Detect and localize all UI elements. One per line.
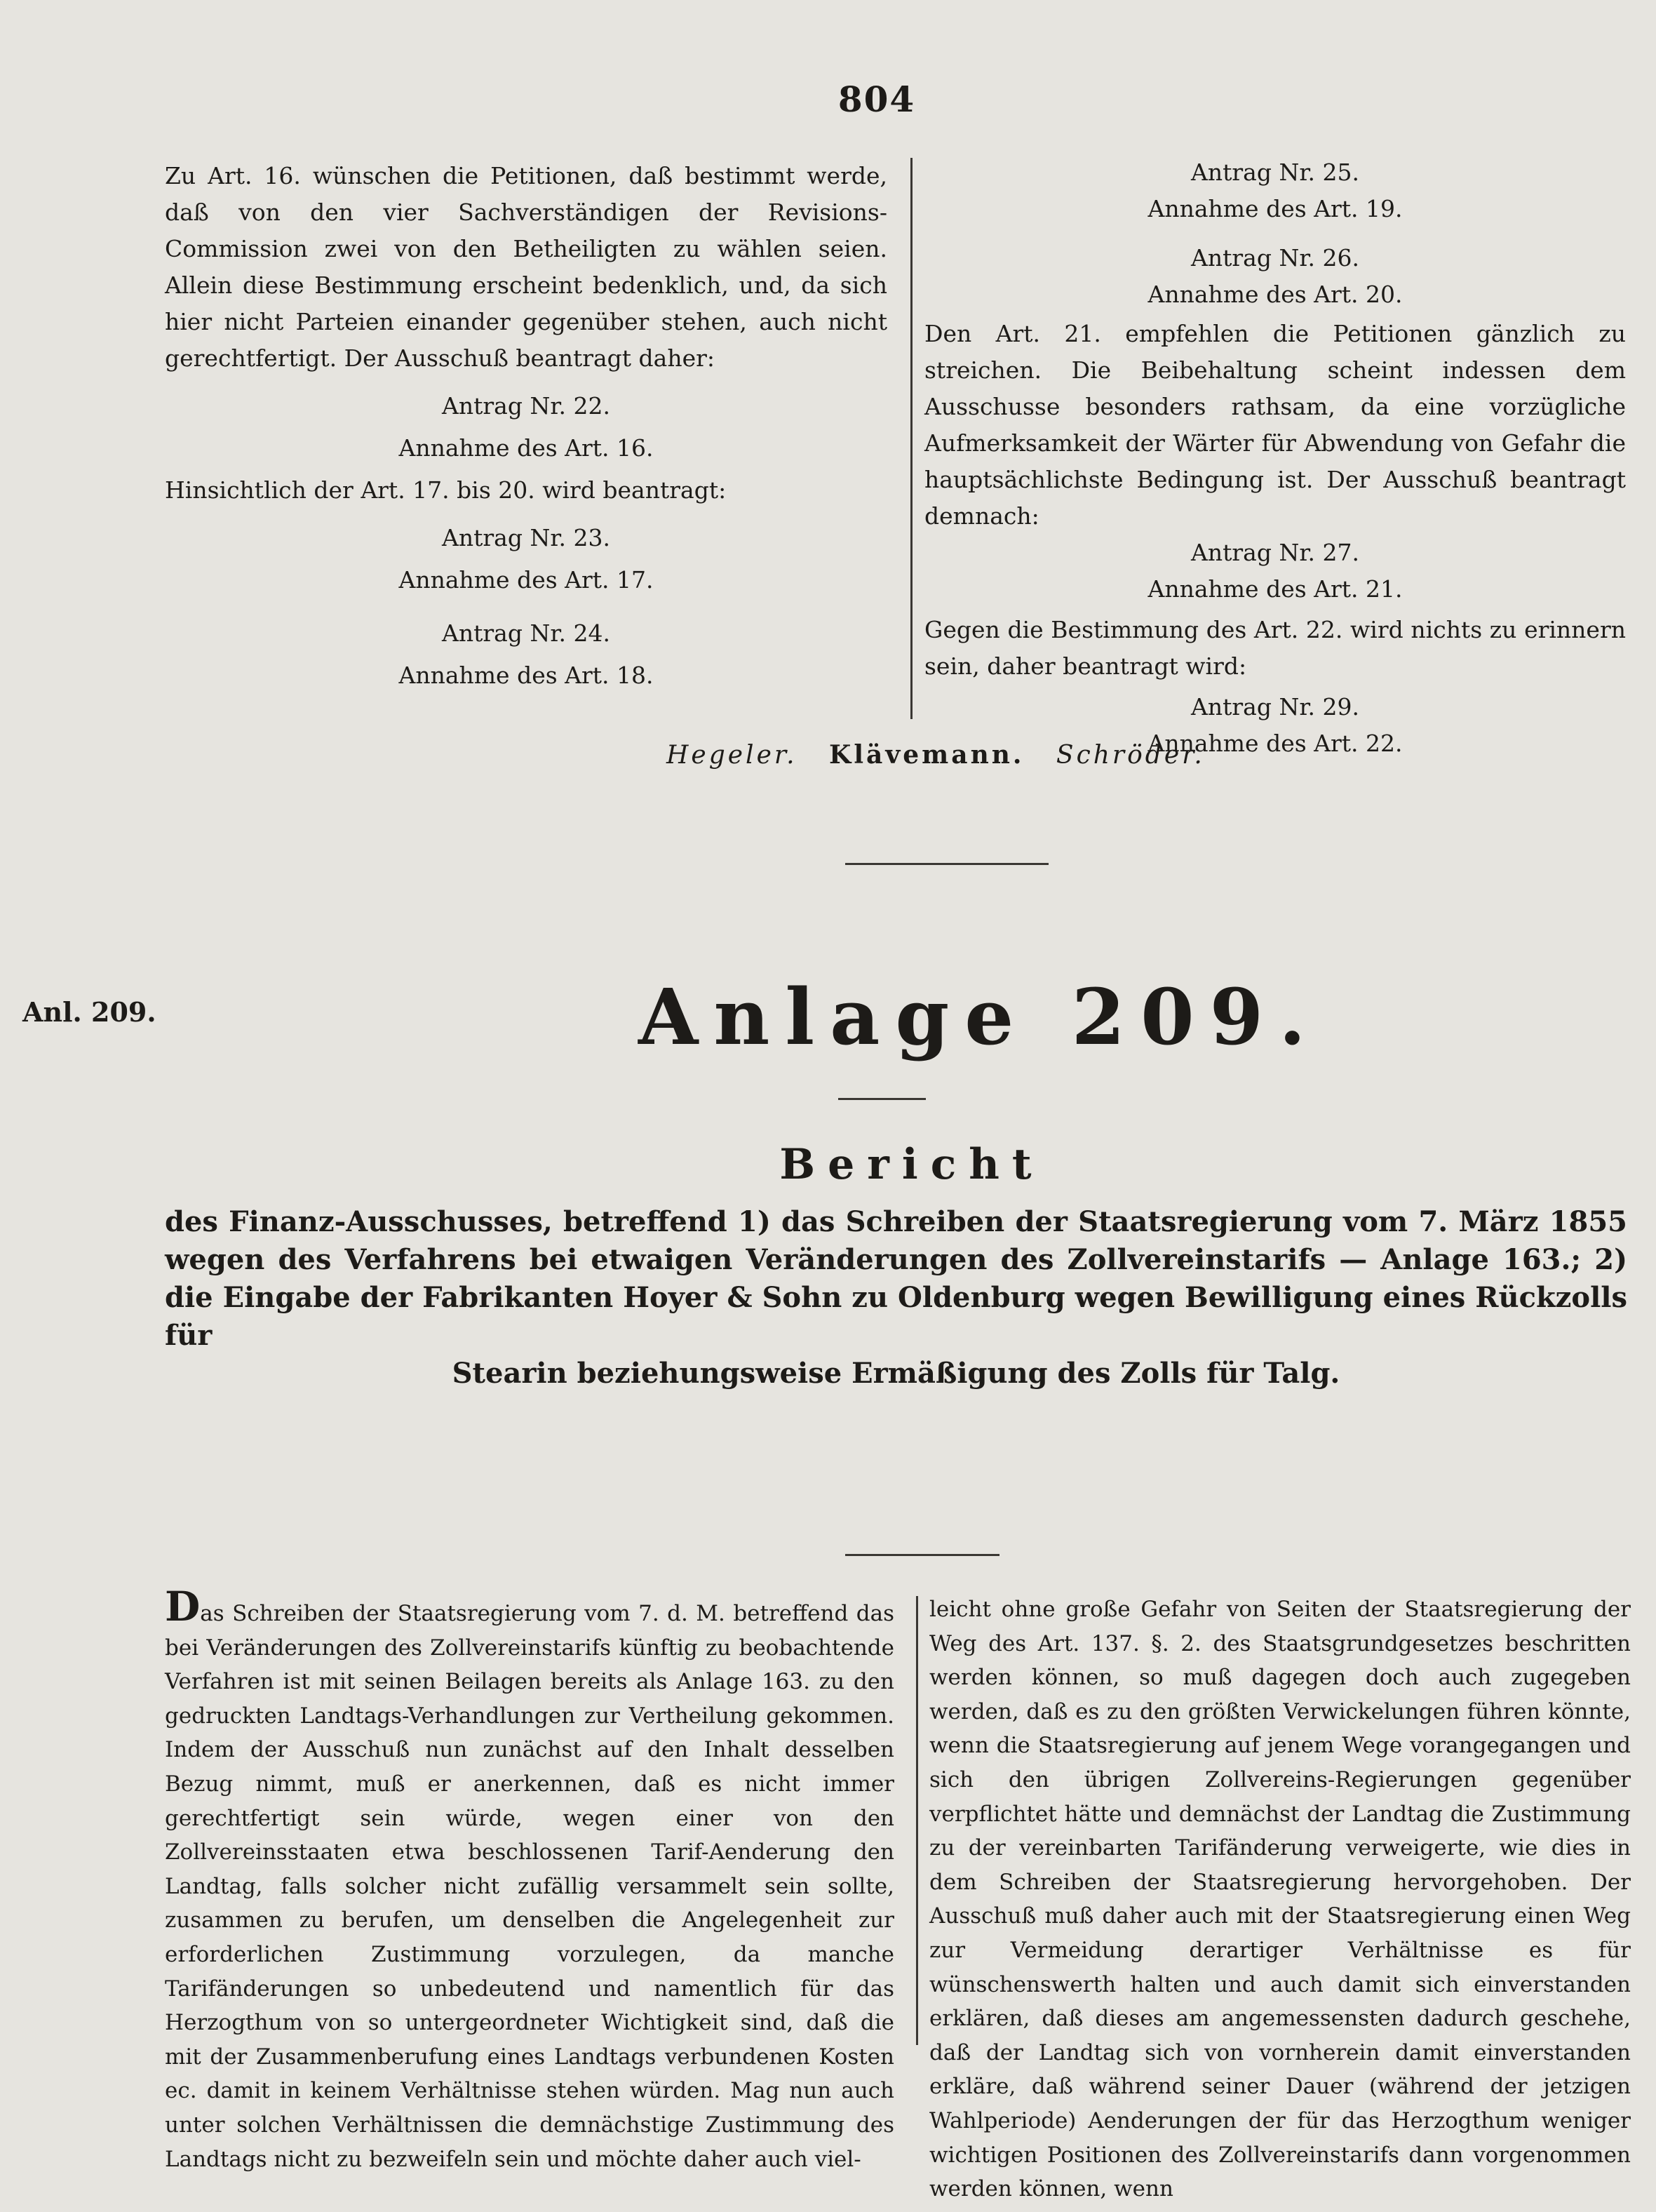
annahme-21: Annahme des Art. 21. — [1147, 575, 1403, 603]
bottom-right-column — [929, 1593, 1631, 2206]
signature-hegeler: Hegeler. — [666, 741, 797, 770]
dropcap: D — [165, 1583, 201, 1630]
report-subtitle — [165, 1203, 1627, 1393]
antrag-23: Antrag Nr. 23. — [442, 524, 610, 551]
paragraph-art21: Den Art. 21. empfehlen die Petitionen gänzlich zu streichen. Die Beibehaltung scheint indessen dem Ausschusse besonders rathsam, da eine vorzügliche Aufmerksamkeit der Wärter für Abwendung von Gefahr die hauptsächlichste Bedingung ist. Der Ausschuß beantragt demnach: — [924, 320, 1626, 530]
paragraph-art16: Zu Art. 16. wünschen die Petitionen, daß bestimmt werde, daß von den vier Sachverständigen der Revisions-Commission zwei von den Betheiligten zu wählen seien. Allein diese Bestimmung erscheint bedenklich, und, da sich hier nicht Parteien einander gegenüber stehen, auch nicht gerechtfertigt. Der Ausschuß beantragt daher: — [165, 162, 887, 372]
antrag-22: Antrag Nr. 22. — [442, 392, 610, 420]
column-divider-top — [910, 158, 913, 719]
bottom-left-column — [165, 1583, 894, 2176]
annahme-18: Annahme des Art. 18. — [398, 662, 654, 689]
subtitle-last-line: Stearin beziehungsweise Ermäßigung des Zolls für Talg. — [452, 1357, 1340, 1390]
column-divider-bottom — [916, 1596, 918, 2045]
annahme-20: Annahme des Art. 20. — [1147, 281, 1403, 308]
annahme-17: Annahme des Art. 17. — [398, 566, 654, 594]
top-left-column — [165, 158, 887, 694]
section-separator — [845, 863, 1049, 865]
antrag-25: Antrag Nr. 25. — [1191, 159, 1359, 186]
subtitle-rule — [845, 1554, 999, 1556]
annahme-19: Annahme des Art. 19. — [1147, 195, 1403, 222]
side-label: Anl. 209. — [22, 996, 156, 1028]
antrag-27: Antrag Nr. 27. — [1191, 539, 1359, 566]
title-rule — [838, 1098, 926, 1100]
page-number: 804 — [837, 79, 916, 120]
report-body-left-text: as Schreiben der Staatsregierung vom 7. d. M. betreffend das bei Veränderungen des Zollvereinstarifs künftig zu beobachtende Verfahren ist mit seinen Beilagen bereits als Anlage 163. zu den gedruckten Landtags-Verhandlungen zur Vertheilung gekommen. Indem der Ausschuß nun zunächst auf den Inhalt desselben Bezug nimmt, muß er anerkennen, daß es nicht immer gerechtfertigt sein würde, wegen einer von den Zollvereinsstaaten etwa beschlossenen Tarif-Aenderung den Landtag, falls solcher nicht zufällig versammelt sein sollte, zusammen zu berufen, um denselben die Angelegenheit zur erforderlichen Zustimmung vorzulegen, da manche Tarifänderungen so unbedeutend und namentlich für das Herzogthum von so untergeordneter Wichtigkeit sind, daß die mit der Zusammenberufung eines Landtags verbundenen Kosten ec. damit in keinem Verhältnisse stehen würden. Mag nun auch unter solchen Verhältnissen die demnächstige Zustimmung des Landtags nicht zu bezweifeln sein und möchte daher auch viel- — [165, 1601, 894, 2172]
subtitle-main: des Finanz-Ausschusses, betreffend 1) das Schreiben der Staatsregierung vom 7. März 1855 wegen des Verfahrens bei etwaigen Veränderungen des Zollvereinstarifs — Anlage 163.; 2) die Eingabe der Fabrikanten Hoyer & Sohn zu Oldenburg wegen Bewilligung eines Rückzolls für — [165, 1205, 1627, 1352]
antrag-29: Antrag Nr. 29. — [1191, 693, 1359, 720]
top-right-column — [924, 154, 1626, 762]
bericht-title: Bericht — [779, 1140, 1044, 1189]
antrag-26: Antrag Nr. 26. — [1191, 244, 1359, 272]
signatures — [666, 740, 1226, 770]
signature-schroeder: Schröder. — [1056, 741, 1205, 770]
report-body-right: leicht ohne große Gefahr von Seiten der Staatsregierung der Weg des Art. 137. §. 2. des Staatsgrundgesetzes beschritten werden können, so muß dagegen doch auch zugegeben werden, daß es zu den größten Verwickelungen führen könnte, wenn die Staatsregierung auf jenem Wege vorangegangen und sich den übrigen Zollvereins-Regierungen gegenüber verpflichtet hätte und demnächst der Landtag die Zustimmung zu der vereinbarten Tarifänderung verweigerte, wie dies in dem Schreiben der Staatsregierung hervorgehoben. Der Ausschuß muß daher auch mit der Staatsregierung einen Weg zur Vermeidung derartiger Verhältnisse es für wünschenswerth halten und auch damit sich einverstanden erklären, daß dieses am angemessensten dadurch geschehe, daß der Landtag sich von vornherein damit einverstanden erkläre, daß während seiner Dauer (während der jetzigen Wahlperiode) Aenderungen der für das Herzogthum weniger wichtigen Positionen des Zollvereinstarifs dann vorgenommen werden können, wenn — [929, 1597, 1631, 2202]
anlage-title: Anlage 209. — [638, 972, 1321, 1062]
antrag-24: Antrag Nr. 24. — [442, 619, 610, 647]
paragraph-art22: Gegen die Bestimmung des Art. 22. wird nichts zu erinnern sein, daher beantragt wird: — [924, 616, 1626, 680]
signature-klaevemann: Klävemann. — [829, 740, 1025, 770]
hinsichtlich-text: Hinsichtlich der Art. 17. bis 20. wird beantragt: — [165, 476, 727, 504]
report-body-left — [165, 1583, 894, 2176]
annahme-16: Annahme des Art. 16. — [398, 434, 654, 462]
annahme-22: Annahme des Art. 22. — [1147, 730, 1403, 757]
